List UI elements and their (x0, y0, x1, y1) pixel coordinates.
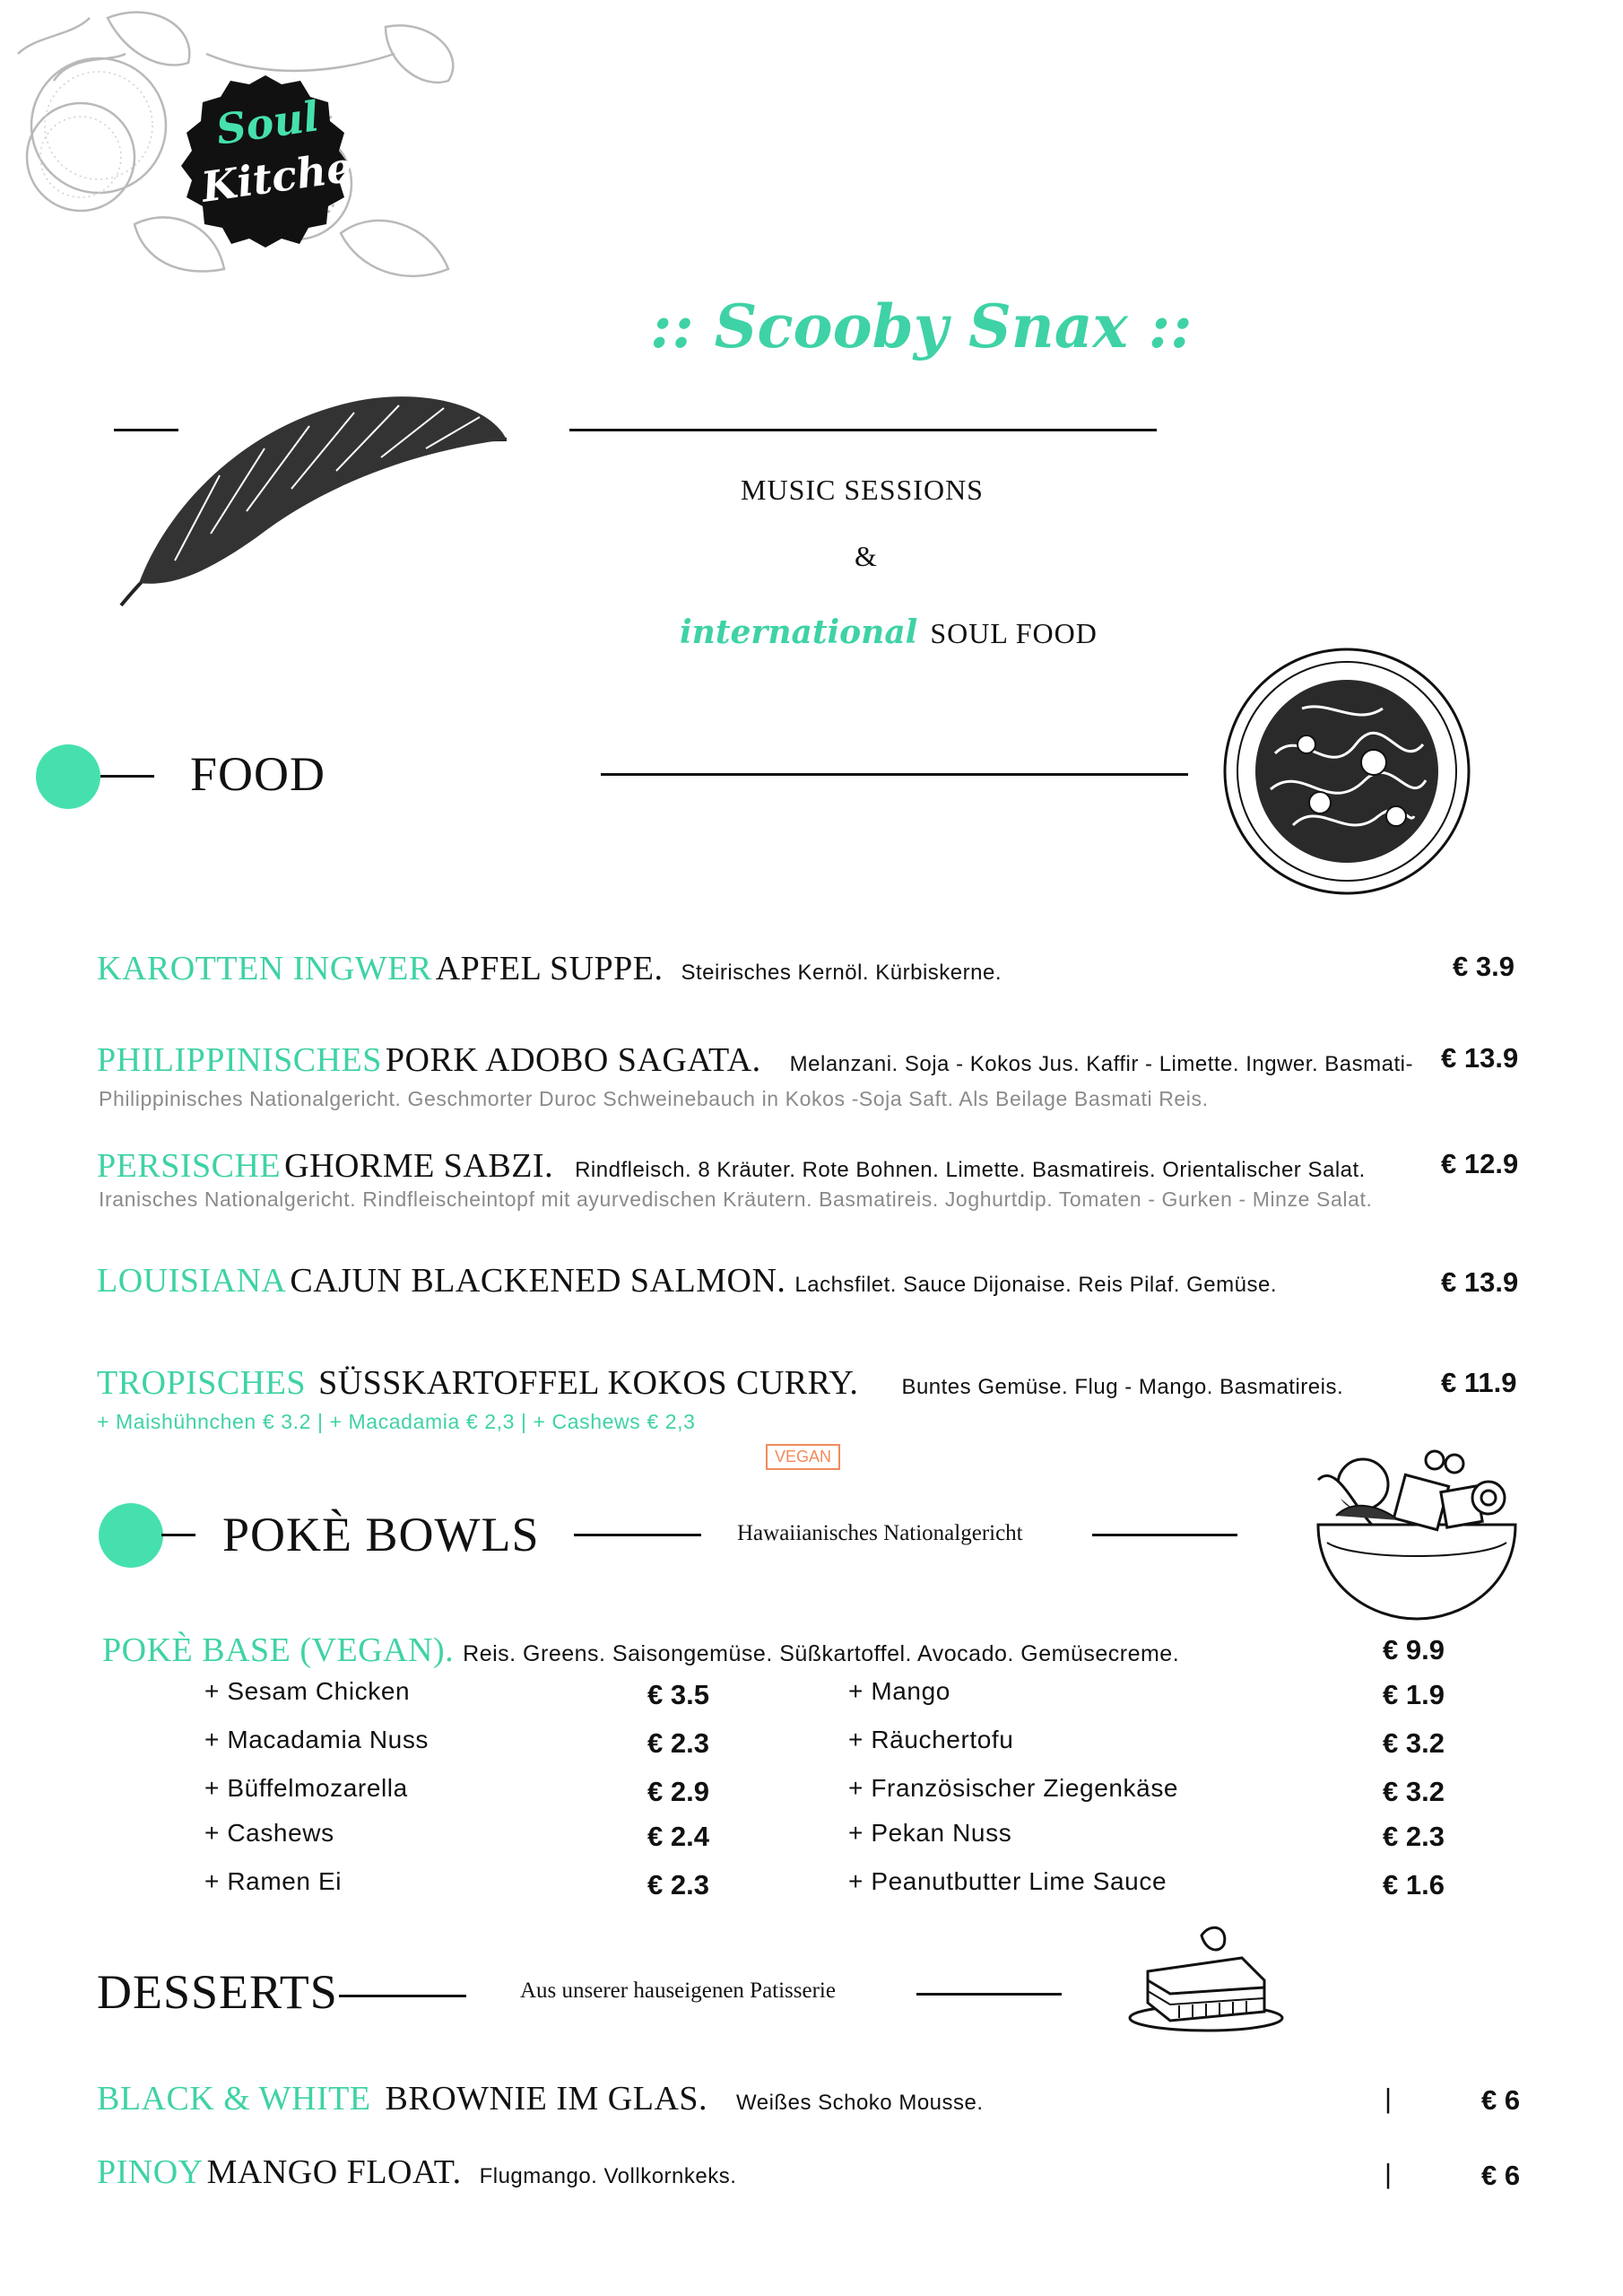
header-line3 (680, 613, 1098, 651)
addon-price: € 3.2 (1383, 1727, 1445, 1759)
item-description: Steirisches Kernöl. Kürbiskerne. (681, 961, 1002, 985)
menu-item-karotten (97, 949, 1002, 988)
item-description: Rindfleisch. 8 Kräuter. Rote Bohnen. Limette. Basmatireis. Orientalischer Salat. (575, 1158, 1366, 1182)
item-name-accent: PHILIPPINISCHES (97, 1041, 382, 1079)
item-name: GHORME SABZI. (284, 1147, 554, 1185)
menu-item-ghorme-sabzi (97, 1146, 1366, 1186)
pasta-plate-icon (1221, 646, 1472, 897)
addon-price: € 3.5 (647, 1679, 709, 1710)
dessert-separator: | (1384, 2083, 1393, 2114)
addon-label: + Pekan Nuss (848, 1819, 1012, 1847)
feather-icon (112, 368, 516, 610)
dessert-name: BROWNIE IM GLAS. (385, 2080, 708, 2118)
menu-item-adobo (97, 1040, 1413, 1080)
menu-item-curry (97, 1363, 1343, 1403)
food-section-dot (36, 744, 100, 809)
addon-price: € 1.9 (1383, 1679, 1445, 1710)
item-name: APFEL SUPPE. (435, 950, 664, 987)
header-line2: & (855, 540, 877, 572)
item-name: PORK ADOBO SAGATA. (385, 1041, 761, 1079)
menu-item-salmon (97, 1261, 1277, 1300)
item-price: € 12.9 (1441, 1148, 1519, 1179)
poke-base-price: € 9.9 (1383, 1634, 1445, 1665)
dessert-price: € 6 (1481, 2160, 1521, 2191)
header-line3-text: SOUL FOOD (930, 617, 1098, 649)
poke-tagline: Hawaiianisches Nationalgericht (737, 1521, 1023, 1545)
vegan-badge: VEGAN (766, 1444, 840, 1470)
item-price: € 13.9 (1441, 1042, 1519, 1074)
poke-title-rule-left (574, 1534, 701, 1536)
addon-price: € 1.6 (1383, 1869, 1445, 1900)
cake-slice-icon (1125, 1918, 1287, 2034)
desserts-title-rule (339, 1995, 466, 1997)
addon-price: € 2.3 (1383, 1821, 1445, 1852)
logo-line1: Soul (213, 91, 323, 154)
item-price: € 13.9 (1441, 1266, 1519, 1298)
poke-dot-rule (161, 1534, 195, 1536)
food-dot-rule (100, 775, 154, 778)
food-title-rule (601, 773, 1188, 776)
item-extras: + Maishühnchen € 3.2 | + Macadamia € 2,3 | + Cashews € 2,3 (97, 1410, 696, 1433)
dessert-brownie (97, 2079, 984, 2118)
item-name: CAJUN BLACKENED SALMON. (290, 1262, 786, 1300)
addon-price: € 3.2 (1383, 1776, 1445, 1807)
dessert-description: Flugmango. Vollkornkeks. (479, 2164, 737, 2188)
addon-label: + Büffelmozarella (204, 1774, 408, 1802)
addon-label: + Sesam Chicken (204, 1677, 411, 1705)
poke-bowl-icon (1300, 1444, 1533, 1623)
item-description: Lachsfilet. Sauce Dijonaise. Reis Pilaf. Gemüse. (794, 1273, 1277, 1297)
item-name: SÜSSKARTOFFEL KOKOS CURRY. (318, 1364, 859, 1402)
addon-label: + Macadamia Nuss (204, 1726, 430, 1753)
food-section-title: FOOD (190, 747, 326, 801)
brand-logo (176, 72, 386, 251)
item-price: € 11.9 (1441, 1367, 1517, 1398)
header-rule-right (569, 429, 1157, 431)
header-line1: MUSIC SESSIONS (741, 474, 984, 506)
item-name-accent: PERSISCHE (97, 1147, 282, 1185)
poke-section-dot (99, 1503, 163, 1568)
desserts-tagline: Aus unserer hauseigenen Patisserie (520, 1979, 836, 2003)
item-name-accent: KAROTTEN INGWER (97, 950, 432, 987)
dessert-name: MANGO FLOAT. (206, 2153, 462, 2191)
menu-title: :: Scooby Snax :: (650, 291, 1193, 361)
addon-label: + Ramen Ei (204, 1867, 343, 1895)
item-name-accent: LOUISIANA (97, 1262, 287, 1300)
item-subtext: Philippinisches Nationalgericht. Geschmorter Duroc Schweinebauch in Kokos -Soja Saft. Als Beilage Basmati Reis. (99, 1087, 1209, 1110)
desserts-rule-right (916, 1993, 1062, 1996)
addon-price: € 2.3 (647, 1727, 709, 1759)
poke-base-name: POKÈ BASE (VEGAN). (102, 1631, 455, 1669)
logo-line2: Kitchen (198, 138, 386, 212)
addon-label: + Peanutbutter Lime Sauce (848, 1867, 1167, 1895)
dessert-price: € 6 (1481, 2084, 1521, 2116)
poke-base (102, 1631, 1179, 1670)
poke-base-description: Reis. Greens. Saisongemüse. Süßkartoffel. Avocado. Gemüsecreme. (463, 1641, 1180, 1666)
addon-price: € 2.3 (647, 1869, 709, 1900)
dessert-mango-float (97, 2152, 736, 2192)
item-subtext: Iranisches Nationalgericht. Rindfleischeintopf mit ayurvedischen Kräutern. Basmatireis. Joghurtdip. Tomaten - Gurken - Minze Salat. (99, 1187, 1373, 1211)
poke-title-rule-right (1092, 1534, 1237, 1536)
addon-price: € 2.4 (647, 1821, 709, 1852)
dessert-description: Weißes Schoko Mousse. (736, 2091, 984, 2115)
addon-label: + Cashews (204, 1819, 334, 1847)
dessert-separator: | (1384, 2158, 1393, 2189)
item-price: € 3.9 (1453, 951, 1515, 982)
item-description: Buntes Gemüse. Flug - Mango. Basmatireis. (901, 1375, 1344, 1399)
addon-label: + Mango (848, 1677, 950, 1705)
header-line3-script: international (680, 613, 918, 651)
dessert-name-accent: BLACK & WHITE (97, 2080, 371, 2118)
addon-label: + Französischer Ziegenkäse (848, 1774, 1179, 1802)
poke-section-title: POKÈ BOWLS (222, 1508, 540, 1561)
item-name-accent: TROPISCHES (97, 1364, 307, 1402)
desserts-section-title: DESSERTS (97, 1965, 338, 2019)
dessert-name-accent: PINOY (97, 2153, 204, 2191)
item-description: Melanzani. Soja - Kokos Jus. Kaffir - Limette. Ingwer. Basmati- (789, 1052, 1413, 1076)
addon-label: + Räuchertofu (848, 1726, 1014, 1753)
addon-price: € 2.9 (647, 1776, 709, 1807)
